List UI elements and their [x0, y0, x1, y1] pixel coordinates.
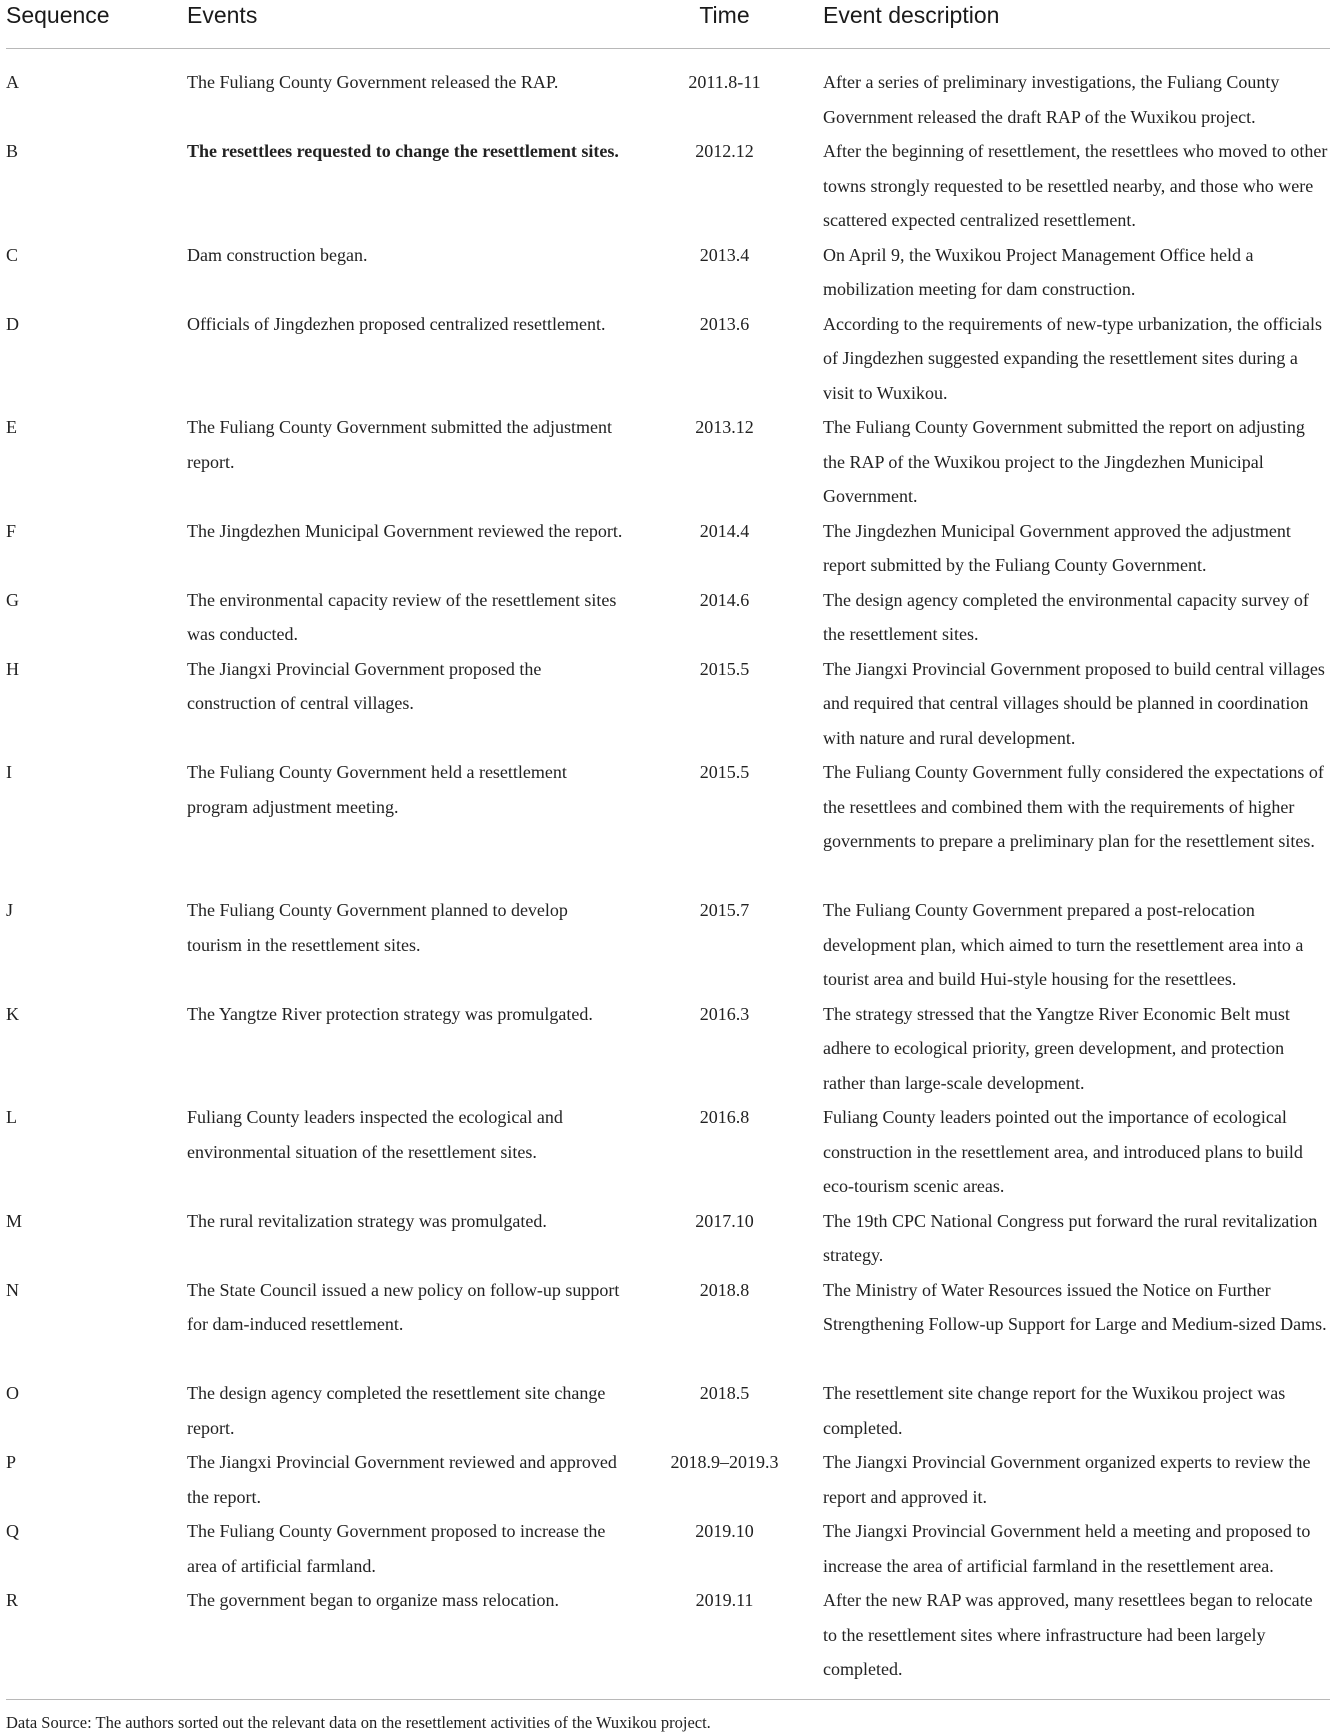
row-description: On April 9, the Wuxikou Project Management Office held a mobilization meeting for dam construction.: [823, 244, 1254, 299]
row-sequence: M: [6, 1210, 23, 1231]
table-header: [6, 0, 1330, 49]
row-sequence: P: [6, 1452, 17, 1472]
row-time: 2011.8-11: [688, 72, 761, 92]
row-time: 2013.12: [695, 417, 754, 437]
row-description: The Fuliang County Government prepared a post-relocation development plan, which aimed to turn the resettlement area into a tourist area and build Hui-style housing for the resettlees.: [823, 900, 1304, 989]
table-row: [6, 1204, 1330, 1273]
table-row: [6, 652, 1330, 756]
row-description: The Jingdezhen Municipal Government approved the adjustment report submitted by the Fuliang County Government.: [823, 520, 1291, 575]
table-row: [6, 1445, 1330, 1514]
table-row: [6, 1583, 1330, 1687]
row-sequence: A: [6, 72, 19, 92]
row-event: The Jingdezhen Municipal Government reviewed the report.: [187, 520, 623, 541]
table-body: [6, 49, 1330, 1687]
row-description: The Fuliang County Government submitted the report on adjusting the RAP of the Wuxikou project to the Jingdezhen Municipal Government.: [823, 417, 1305, 506]
table-row: [6, 65, 1330, 134]
row-event: Fuliang County leaders inspected the ecological and environmental situation of the resettlement sites.: [187, 1107, 563, 1162]
header-time: Time: [699, 2, 750, 28]
row-description: The design agency completed the environmental capacity survey of the resettlement sites.: [823, 589, 1309, 644]
table-row: [6, 583, 1330, 652]
row-time: 2012.12: [695, 141, 754, 161]
row-description: The Jiangxi Provincial Government held a meeting and proposed to increase the area of artificial farmland in the resettlement area.: [823, 1521, 1311, 1576]
table-row: [6, 238, 1330, 307]
row-description: After the beginning of resettlement, the resettlees who moved to other towns strongly requested to be resettled nearby, and those who were scattered expected centralized resettlement.: [823, 141, 1328, 230]
row-event: The Fuliang County Government proposed to increase the area of artificial farmland.: [187, 1521, 606, 1576]
row-description: The Ministry of Water Resources issued the Notice on Further Strengthening Follow-up Support for Large and Medium-sized Dams.: [823, 1279, 1327, 1334]
table-row: [6, 1514, 1330, 1583]
row-sequence: F: [6, 520, 17, 541]
row-sequence: L: [6, 1107, 17, 1127]
table-row: [6, 134, 1330, 238]
row-time: 2016.3: [699, 1003, 750, 1024]
row-description: The strategy stressed that the Yangtze River Economic Belt must adhere to ecological priority, green development, and protection rather than large-scale development.: [823, 1003, 1290, 1093]
table-row: [6, 1273, 1330, 1377]
row-event: The rural revitalization strategy was promulgated.: [187, 1210, 547, 1231]
row-description: The Jiangxi Provincial Government proposed to build central villages and required that central villages should be planned in coordination with nature and rural development.: [823, 658, 1325, 748]
table-row: [6, 755, 1330, 893]
row-sequence: C: [6, 244, 19, 265]
row-time: 2014.4: [699, 520, 750, 541]
row-description: The Fuliang County Government fully considered the expectations of the resettlees and combined them with the requirements of higher governments to prepare a preliminary plan for the resettlement sites.: [823, 762, 1324, 851]
row-event: The government began to organize mass relocation.: [187, 1590, 560, 1610]
row-sequence: I: [6, 762, 12, 782]
row-event: The design agency completed the resettlement site change report.: [187, 1383, 606, 1438]
row-description: After a series of preliminary investigations, the Fuliang County Government released the draft RAP of the Wuxikou project.: [823, 72, 1280, 127]
row-sequence: K: [6, 1003, 19, 1024]
row-time: 2015.5: [699, 658, 750, 679]
row-time: 2018.5: [699, 1383, 750, 1403]
row-time: 2013.6: [699, 313, 750, 334]
events-table: [6, 0, 1330, 1687]
row-description: After the new RAP was approved, many resettlees began to relocate to the resettlement sites where infrastructure had been largely completed.: [823, 1590, 1313, 1679]
row-sequence: Q: [6, 1521, 19, 1541]
table-row: [6, 307, 1330, 411]
table-row: [6, 514, 1330, 583]
row-event: The Yangtze River protection strategy was promulgated.: [187, 1003, 593, 1024]
data-source-note: Data Source: The authors sorted out the relevant data on the resettlement activities of the Wuxikou project.: [6, 1712, 711, 1732]
table-row: [6, 1376, 1330, 1445]
footer-divider: [6, 1699, 1330, 1700]
row-event: The Fuliang County Government held a resettlement program adjustment meeting.: [187, 762, 567, 817]
row-time: 2018.9–2019.3: [670, 1452, 779, 1472]
row-time: 2015.5: [699, 762, 750, 782]
row-description: The resettlement site change report for the Wuxikou project was completed.: [823, 1383, 1286, 1438]
row-sequence: R: [6, 1590, 19, 1610]
header-description: Event description: [823, 2, 1000, 28]
row-event: The resettlees requested to change the resettlement sites.: [187, 141, 619, 161]
row-event: The environmental capacity review of the resettlement sites was conducted.: [187, 589, 617, 644]
row-description: Fuliang County leaders pointed out the importance of ecological construction in the resettlement area, and introduced plans to build eco-tourism scenic areas.: [823, 1107, 1303, 1196]
table-row: [6, 1100, 1330, 1204]
row-sequence: D: [6, 313, 19, 334]
header-sequence: Sequence: [6, 2, 110, 28]
row-sequence: E: [6, 417, 17, 437]
table-row: [6, 893, 1330, 997]
row-time: 2019.10: [695, 1521, 754, 1541]
table-row: [6, 997, 1330, 1101]
header-events: Events: [187, 2, 258, 28]
row-sequence: H: [6, 658, 19, 679]
row-time: 2015.7: [699, 900, 750, 920]
row-event: The Jiangxi Provincial Government proposed the construction of central villages.: [187, 658, 542, 713]
row-event: The Fuliang County Government released the RAP.: [187, 72, 559, 92]
row-time: 2013.4: [699, 244, 750, 265]
row-description: The Jiangxi Provincial Government organized experts to review the report and approved it.: [823, 1452, 1311, 1507]
row-sequence: B: [6, 141, 19, 161]
row-sequence: N: [6, 1279, 19, 1300]
table-row: [6, 410, 1330, 514]
row-description: According to the requirements of new-type urbanization, the officials of Jingdezhen suggested expanding the resettlement sites during a visit to Wuxikou.: [823, 313, 1322, 403]
row-event: The Jiangxi Provincial Government reviewed and approved the report.: [187, 1452, 617, 1507]
row-time: 2018.8: [699, 1279, 750, 1300]
row-sequence: G: [6, 589, 19, 610]
row-sequence: J: [6, 900, 14, 920]
row-time: 2017.10: [695, 1210, 754, 1231]
row-event: The Fuliang County Government planned to develop tourism in the resettlement sites.: [187, 900, 568, 955]
row-time: 2016.8: [699, 1107, 750, 1127]
row-sequence: O: [6, 1383, 19, 1403]
row-time: 2014.6: [699, 589, 750, 610]
row-time: 2019.11: [695, 1590, 754, 1610]
row-event: The Fuliang County Government submitted the adjustment report.: [187, 417, 612, 472]
row-event: The State Council issued a new policy on follow-up support for dam-induced resettlement.: [187, 1279, 620, 1334]
row-event: Officials of Jingdezhen proposed centralized resettlement.: [187, 313, 606, 334]
row-event: Dam construction began.: [187, 244, 368, 265]
row-description: The 19th CPC National Congress put forward the rural revitalization strategy.: [823, 1210, 1318, 1265]
